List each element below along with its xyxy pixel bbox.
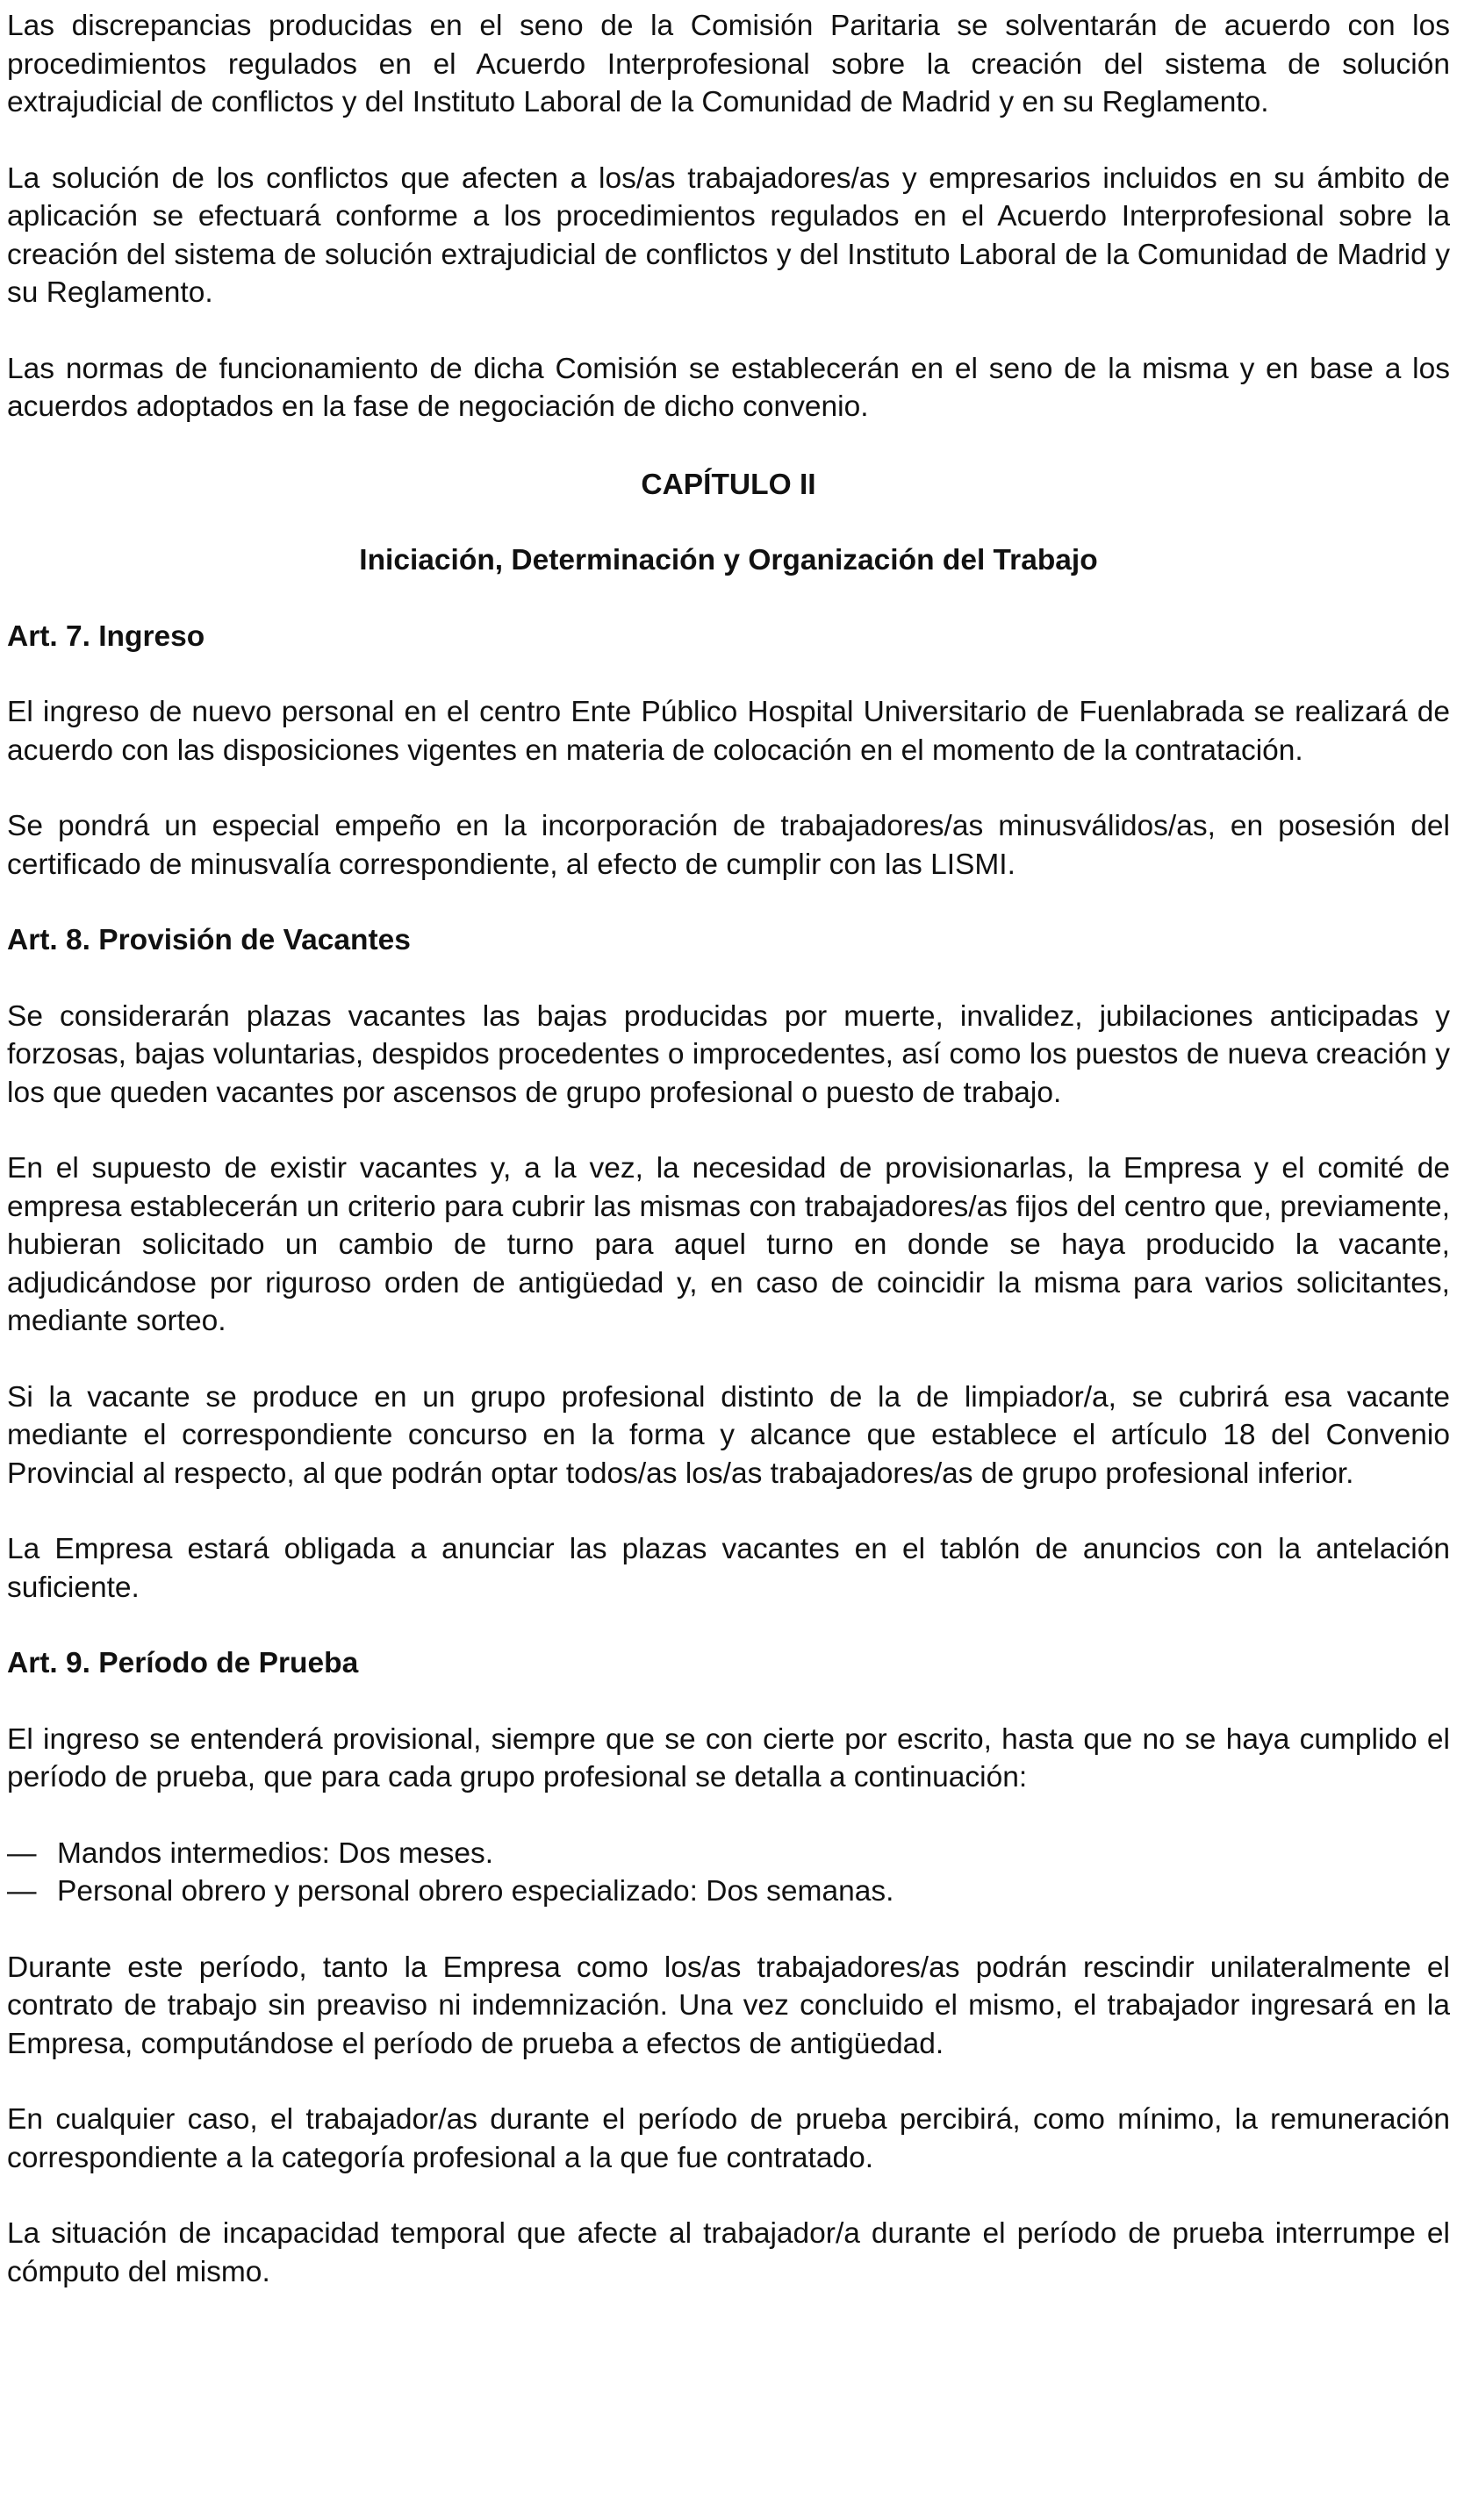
article-8-paragraph-3: Si la vacante se produce en un grupo profesional distinto de la de limpiador/a, se cubrirá esa vacante mediante el correspondiente concurso en la forma y alcance que establece el artículo 18 del Convenio Provincial al respecto, al que podrán optar todos/as los/as trabajadores/as de grupo profesional inferior. [7, 1380, 1450, 1490]
article-8-heading: Art. 8. Provisión de Vacantes [7, 924, 411, 956]
list-item-text: Personal obrero y personal obrero especializado: Dos semanas. [57, 1875, 894, 1908]
list-dash: — [7, 1836, 37, 1870]
list-item [7, 1835, 1450, 1873]
document-page [7, 7, 1450, 2291]
paragraph-normas-funcionamiento: Las normas de funcionamiento de dicha Comisión se establecerán en el seno de la misma y en base a los acuerdos adoptados en la fase de negociación de dicho convenio. [7, 352, 1450, 423]
chapter-title: CAPÍTULO II [641, 468, 816, 501]
article-7-heading: Art. 7. Ingreso [7, 619, 205, 653]
list-item-text: Mandos intermedios: Dos meses. [57, 1836, 494, 1870]
paragraph-discrepancias: Las discrepancias producidas en el seno de la Comisión Paritaria se solventarán de acuerdo con los procedimientos regulados en el Acuerdo Interprofesional sobre la creación del sistema de solución extrajudicial de conflictos y del Instituto Laboral de la Comunidad de Madrid y en su Reglamento. [7, 10, 1450, 118]
paragraph-solucion-conflictos: La solución de los conflictos que afecten a los/as trabajadores/as y empresarios incluidos en su ámbito de aplicación se efectuará conforme a los procedimientos regulados en el Acuerdo Interprofesional sobre la creación del sistema de solución extrajudicial de conflictos y del Instituto Laboral de la Comunidad de Madrid y su Reglamento. [7, 161, 1450, 309]
article-9-heading: Art. 9. Período de Prueba [7, 1647, 359, 1679]
article-9-paragraph-4: La situación de incapacidad temporal que afecte al trabajador/a durante el período de prueba interrumpe el cómputo del mismo. [7, 2217, 1450, 2288]
article-9-paragraph-3: En cualquier caso, el trabajador/as durante el período de prueba percibirá, como mínimo, la remuneración correspondiente a la categoría profesional a la que fue contratado. [7, 2103, 1450, 2174]
article-7-paragraph-1: El ingreso de nuevo personal en el centro Ente Público Hospital Universitario de Fuenlabrada se realizará de acuerdo con las disposiciones vigentes en materia de colocación en el momento de la contratación. [7, 696, 1450, 767]
article-8-paragraph-2: En el supuesto de existir vacantes y, a la vez, la necesidad de provisionarlas, la Empresa y el comité de empresa establecerán un criterio para cubrir las mismas con trabajadores/as fijos del centro que, previamente, hubieran solicitado un cambio de turno para aquel turno en donde se haya producido la vacante, adjudicándose por riguroso orden de antigüedad y, en caso de coincidir la misma para varios solicitantes, mediante sorteo. [7, 1152, 1450, 1337]
article-7-paragraph-2: Se pondrá un especial empeño en la incorporación de trabajadores/as minusválidos/as, en posesión del certificado de minusvalía correspondiente, al efecto de cumplir con las LISMI. [7, 810, 1450, 881]
article-9-paragraph-1: El ingreso se entenderá provisional, siempre que se con cierte por escrito, hasta que no se haya cumplido el período de prueba, que para cada grupo profesional se detalla a continuación: [7, 1722, 1450, 1793]
list-dash: — [7, 1875, 37, 1908]
chapter-subtitle: Iniciación, Determinación y Organización del Trabajo [359, 544, 1098, 576]
article-9-paragraph-2: Durante este período, tanto la Empresa como los/as trabajadores/as podrán rescindir unilateralmente el contrato de trabajo sin preaviso ni indemnización. Una vez concluido el mismo, el trabajador ingresará en la Empresa, computándose el período de prueba a efectos de antigüedad. [7, 1951, 1450, 2060]
list-item [7, 1872, 1450, 1911]
probation-period-list [7, 1835, 1450, 1911]
article-8-paragraph-4: La Empresa estará obligada a anunciar las plazas vacantes en el tablón de anuncios con la antelación suficiente. [7, 1533, 1450, 1604]
article-8-paragraph-1: Se considerarán plazas vacantes las bajas producidas por muerte, invalidez, jubilaciones anticipadas y forzosas, bajas voluntarias, despidos procedentes o improcedentes, así como los puestos de nueva creación y los que queden vacantes por ascensos de grupo profesional o puesto de trabajo. [7, 999, 1450, 1109]
